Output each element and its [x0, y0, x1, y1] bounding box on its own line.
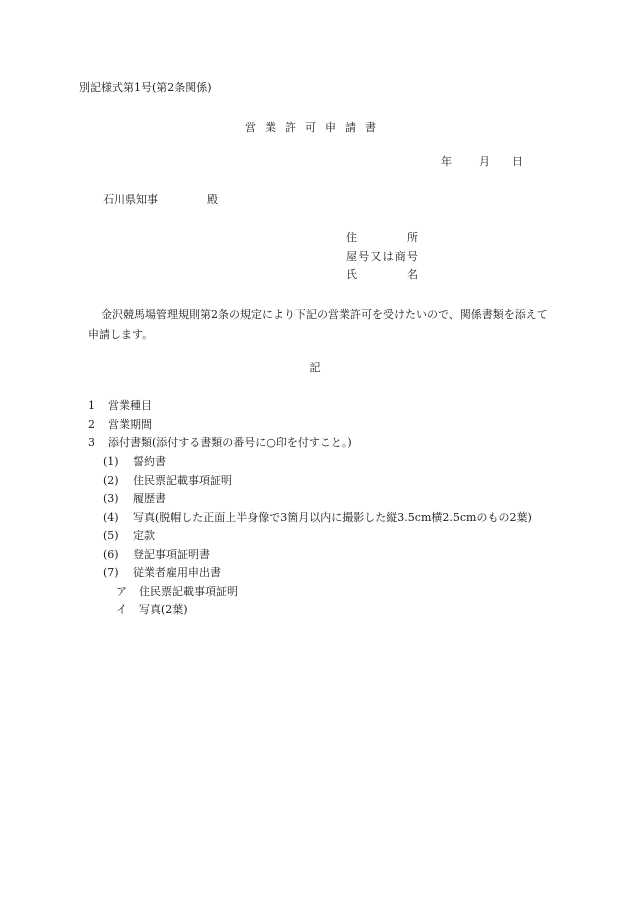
date-year: 年: [441, 155, 452, 168]
sub-attachment-item: イ 写真(2葉): [116, 603, 188, 616]
document-title: 営業許可申請書: [245, 121, 385, 134]
form-number: 別記様式第1号(第2条関係): [79, 81, 212, 94]
addressee: [103, 193, 218, 207]
attachment-item: (7) 従業者雇用申出書: [103, 566, 221, 579]
attachment-item: (4) 写真(脱帽した正面上半身像で3箇月以内に撮影した縦3.5cm横2.5cmのもの2葉): [103, 511, 532, 524]
list-item: 2 営業期間: [88, 418, 152, 431]
application-statement: 金沢競馬場管理規則第2条の規定により下記の営業許可を受けたいので、関係書類を添えて申請します。: [88, 308, 548, 341]
list-item: 3 添付書類(添付する書類の番号に○印を付すこと。): [88, 436, 352, 449]
list-item: 1 営業種目: [88, 399, 152, 412]
attachment-item: (5) 定款: [103, 529, 155, 542]
ki-heading: 記: [309, 361, 321, 374]
attachment-item: (1) 誓約書: [103, 455, 166, 468]
addressee-name: 石川県知事: [103, 193, 158, 206]
date-month: 月: [479, 155, 490, 168]
applicant-name-label: 氏名: [346, 268, 418, 281]
attachment-item: (3) 履歴書: [103, 492, 166, 505]
date-day: 日: [512, 155, 523, 168]
addressee-honorific: 殿: [207, 193, 218, 206]
applicant-trade-name-label: 屋号又は商号: [346, 250, 418, 263]
sub-attachment-item: ア 住民票記載事項証明: [116, 585, 238, 598]
attachment-item: (6) 登記事項証明書: [103, 548, 210, 561]
applicant-address-label: 住所: [346, 231, 418, 244]
attachment-item: (2) 住民票記載事項証明: [103, 474, 232, 487]
